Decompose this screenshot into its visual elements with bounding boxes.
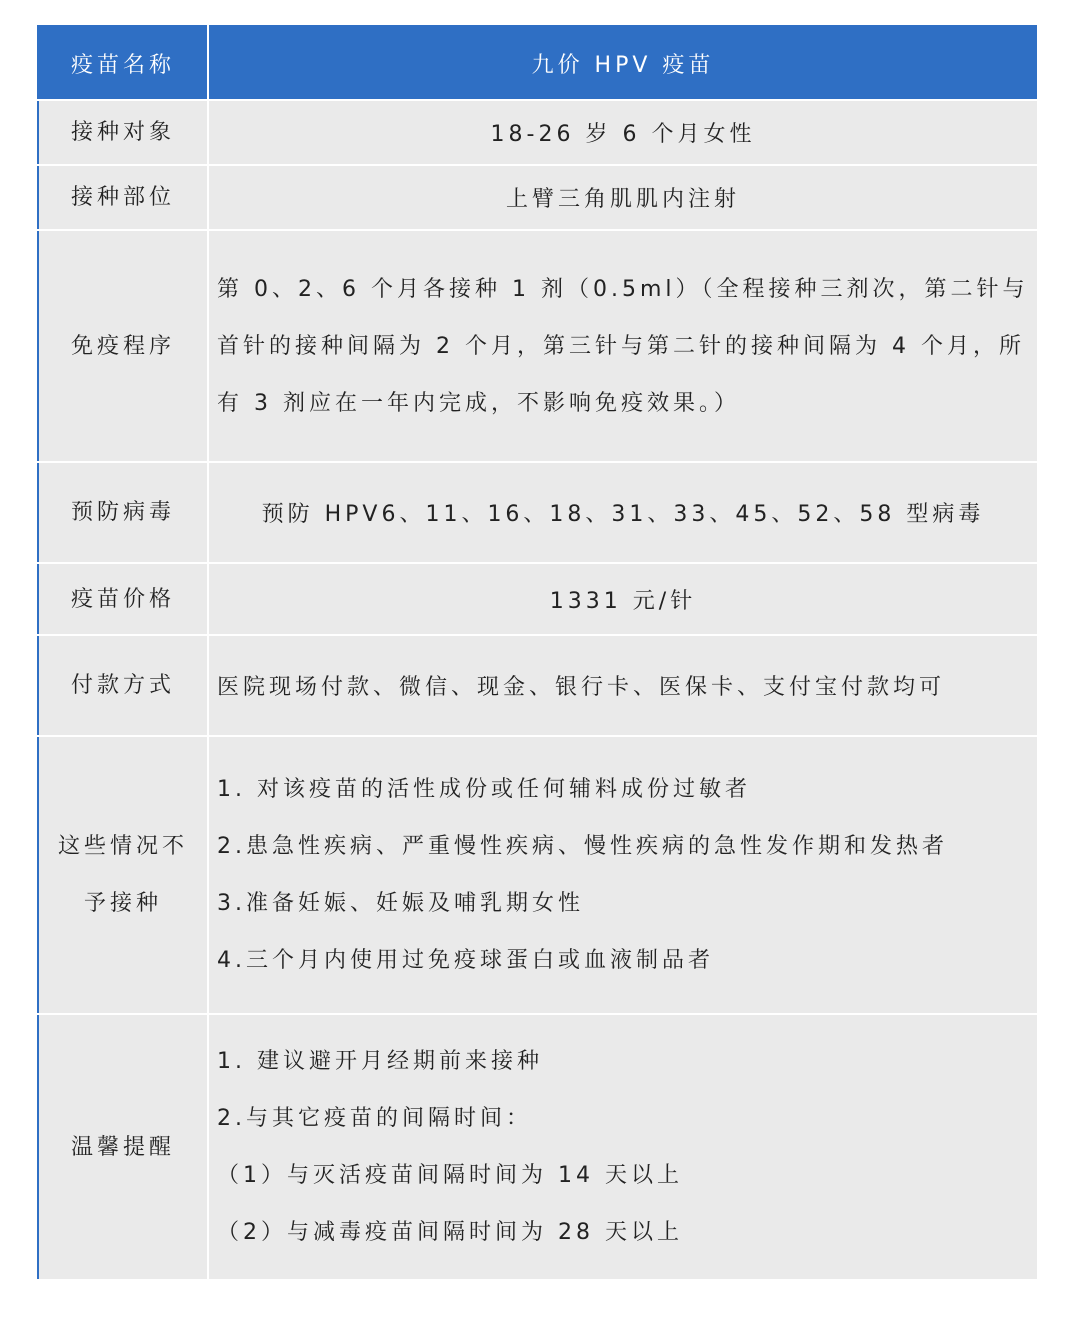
row-value-schedule: 第 0、2、6 个月各接种 1 剂（0.5ml）（全程接种三剂次，第二针与首针的接种间隔为 2 个月，第三针与第二针的接种间隔为 4 个月，所有 3 剂应在一年内完成，不影响免疫效果。）: [208, 230, 1038, 462]
table-row-site: [38, 165, 1038, 230]
list-item: 1. 对该疫苗的活性成份或任何辅料成份过敏者: [217, 777, 751, 802]
row-label-contraindications: [38, 736, 208, 1014]
row-value-target: 18-26 岁 6 个月女性: [208, 100, 1038, 165]
vaccine-info-table: [37, 25, 1039, 1281]
list-item: 4.三个月内使用过免疫球蛋白或血液制品者: [217, 948, 714, 973]
header-vaccine-name: 九价 HPV 疫苗: [208, 26, 1038, 100]
row-value-payment: 医院现场付款、微信、现金、银行卡、医保卡、支付宝付款均可: [208, 635, 1038, 736]
header-label: 疫苗名称: [38, 26, 208, 100]
table-row-contraindications: [38, 736, 1038, 1014]
list-item: 3.准备妊娠、妊娠及哺乳期女性: [217, 891, 584, 916]
list-item: 2.患急性疾病、严重慢性疾病、慢性疾病的急性发作期和发热者: [217, 834, 948, 859]
table-row-virus: [38, 462, 1038, 563]
row-label-schedule: 免疫程序: [38, 230, 208, 462]
row-value-contraindications: [208, 736, 1038, 1014]
list-item: （1）与灭活疫苗间隔时间为 14 天以上: [217, 1163, 683, 1188]
table-row-target: [38, 100, 1038, 165]
row-label-virus: 预防病毒: [38, 462, 208, 563]
row-label-tips: 温馨提醒: [38, 1014, 208, 1280]
table-header-row: [38, 26, 1038, 100]
list-item: （2）与减毒疫苗间隔时间为 28 天以上: [217, 1220, 683, 1245]
label-line-2: 予接种: [83, 891, 162, 916]
row-label-price: 疫苗价格: [38, 563, 208, 635]
table-row-price: [38, 563, 1038, 635]
list-item: 2.与其它疫苗的间隔时间：: [217, 1106, 532, 1131]
row-value-virus: 预防 HPV6、11、16、18、31、33、45、52、58 型病毒: [208, 462, 1038, 563]
row-value-price: 1331 元/针: [208, 563, 1038, 635]
row-value-site: 上臂三角肌肌内注射: [208, 165, 1038, 230]
row-label-payment: 付款方式: [38, 635, 208, 736]
label-line-1: 这些情况不: [57, 834, 188, 859]
row-value-tips: [208, 1014, 1038, 1280]
table-row-tips: [38, 1014, 1038, 1280]
table-row-schedule: [38, 230, 1038, 462]
row-label-target: 接种对象: [38, 100, 208, 165]
table-row-payment: [38, 635, 1038, 736]
row-label-site: 接种部位: [38, 165, 208, 230]
list-item: 1. 建议避开月经期前来接种: [217, 1049, 543, 1074]
